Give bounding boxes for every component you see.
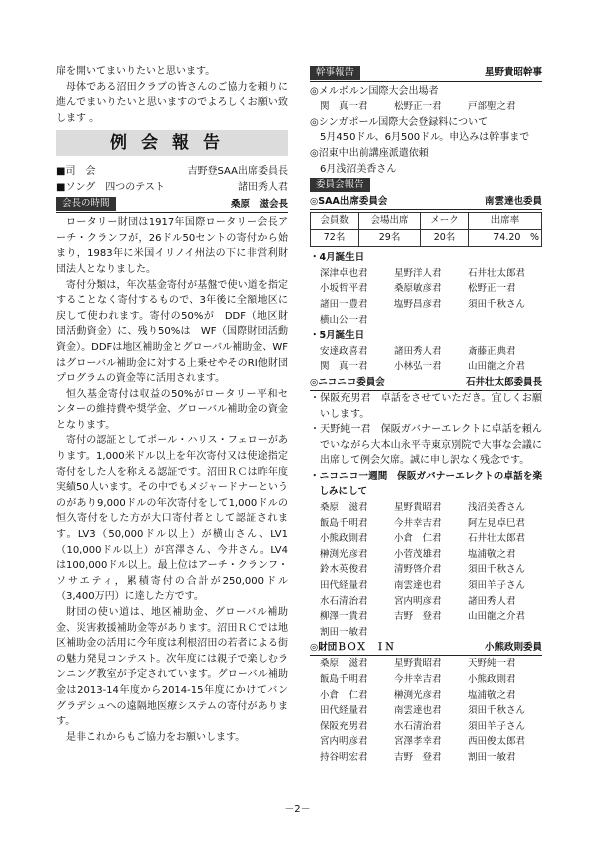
- table-cell: 29名: [359, 230, 421, 247]
- member-name: 山田龍之介君: [468, 361, 526, 373]
- president-tag: 会長の時間: [56, 197, 116, 211]
- member-name: 須田千秋さん: [468, 564, 526, 576]
- member-name: 小倉 仁君: [394, 533, 442, 545]
- member-name: 今井幸吉君: [394, 674, 442, 685]
- saa-header: [310, 194, 542, 210]
- nico-week-list: [310, 500, 542, 640]
- attendance-table: [310, 212, 542, 247]
- body-paragraph: ロータリー財団は1917年国際ロータリー会長アーチ・クランフが，26ドル50セントの寄付から始まり，1983年に米国イリノイ州法の下に非営利財団法人となりました。: [56, 217, 288, 275]
- member-name: 関 真一君: [320, 101, 368, 113]
- intro-line: 扉を開いてまいりたいと思います。: [56, 66, 216, 77]
- left-column: [56, 64, 288, 745]
- member-name: 飯島千明君: [320, 517, 368, 529]
- body-paragraph: 是非これからもご協力をお願いします。: [66, 731, 246, 743]
- table-header: メーク: [420, 213, 468, 230]
- box-title: ◎財団ＢＯＸ ＩＮ: [310, 642, 395, 654]
- page-number: －2－: [284, 804, 311, 815]
- committee-tag: 委員会報告: [310, 178, 370, 192]
- president-header: [56, 197, 288, 214]
- member-name: 小坂哲平君: [320, 283, 368, 295]
- member-name: 阿左見卓巳君: [468, 517, 526, 529]
- member-name: 石井壮太郎君: [468, 533, 526, 545]
- member-name: 吉野 登君: [394, 611, 442, 623]
- member-name: 戸部聖之君: [468, 101, 516, 113]
- member-name: 宮内明彦君: [320, 736, 368, 748]
- member-name: 清野啓介君: [394, 564, 442, 576]
- member-name: 星野貴昭君: [394, 502, 442, 514]
- secretary-name: 星野貴昭幹事: [484, 67, 542, 78]
- role-row: [56, 180, 288, 196]
- nico-name: 石井壮太郎委員長: [465, 376, 542, 388]
- member-name: 今井幸吉君: [394, 517, 442, 529]
- section-title: 例会報告: [56, 130, 288, 156]
- saa-title: ◎SAA出席委員会: [310, 196, 388, 208]
- intro-paragraph: 母体である沼田クラブの皆さんのご協力を頼りに進んでまいりたいと思いますのでよろしくお願い致します 。: [56, 81, 288, 124]
- body-paragraph: 財団の使い道は、地区補助金、グローバル補助金、災害救援補助金等があります。沼田ＲＣでは地区補助金の活用に今年度は利根沼田の若者による街の魅力発見コンテスト。次年度には親子で楽しむランニング教室が予定されています。グローバル補助金は2013-14年度から2014-15年度にかけてバングラデシュへの遠隔地医療システムの寄付があります。: [56, 607, 288, 728]
- member-name: 深津卓也君: [320, 267, 368, 279]
- member-name: 関 真一君: [320, 361, 368, 373]
- committee-header: [310, 178, 542, 192]
- member-name: 須田千秋さん: [468, 705, 526, 717]
- member-name: 割田一敏君: [320, 626, 368, 638]
- president-name: 桑原 滋会長: [230, 198, 288, 210]
- name-list: [310, 99, 542, 115]
- table-header-row: [311, 213, 542, 230]
- member-name: 須田羊子さん: [468, 720, 526, 732]
- member-name: 田代経量君: [320, 705, 368, 717]
- may-birthday-heading: ・5月誕生日: [310, 330, 365, 342]
- table-cell: 74.20 %: [469, 230, 542, 247]
- member-name: 割田一敏君: [468, 751, 516, 763]
- table-cell: 20名: [420, 230, 468, 247]
- body-paragraph: 恒久基金寄付は収益の50%がロータリー平和センターの維持費や奨学金、グローバル補助金の資金となります。: [56, 388, 288, 431]
- report-line: 5月450ドル、6月500ドル。申込みは幹事まで: [320, 132, 530, 144]
- report-line: ◎メルボルン国際大会出場者: [310, 85, 439, 97]
- nico-item: ・天野純一君 保阪ガバナーエレクトに卓話を頼んでいながら大本山永平寺東京別院で大事な会議に出席して例会欠席。誠に申し訳なく残念です。: [310, 424, 542, 467]
- report-line: ◎沼東中出前講座派遣依頼: [310, 147, 429, 159]
- member-name: 天野純一君: [468, 658, 516, 670]
- box-header: [310, 640, 542, 656]
- secretary-tag: 幹事報告: [310, 66, 360, 80]
- member-name: 小菅茂雄君: [394, 548, 442, 560]
- table-header: 会場出席: [359, 213, 421, 230]
- member-name: 柳澤一貴君: [320, 611, 368, 623]
- member-name: 山田龍之介君: [468, 611, 526, 623]
- nico-header: [310, 375, 542, 391]
- member-name: 松野正一君: [394, 101, 442, 113]
- table-header: 出席率: [469, 213, 542, 230]
- table-row: [311, 230, 542, 247]
- may-birthday-list: [310, 344, 542, 375]
- member-name: 鈴木英俊君: [320, 564, 368, 576]
- report-line: 6月浅沼美香さん: [320, 163, 397, 175]
- table-cell: 72名: [311, 230, 359, 247]
- member-name: 榊渕光彦君: [320, 548, 368, 560]
- member-name: 塩浦敬之君: [468, 548, 516, 560]
- member-name: 小林弘一君: [394, 361, 442, 373]
- secretary-header: [310, 65, 542, 82]
- nico-week-heading: ・ニコニコ一週間 保阪ガバナーエレクトの卓話を楽しみにして: [310, 470, 542, 498]
- member-name: 水石清治君: [320, 595, 368, 607]
- role-label: ■司 会: [56, 166, 96, 178]
- report-line: ◎シンガポール国際大会登録料について: [310, 116, 489, 128]
- role-value: 諸田秀人君: [238, 181, 288, 193]
- body-paragraph: 寄付分類は，年次基金寄付が基盤で使い道を指定することなく寄付するもので、3年後に全額地区に戻して使われます。寄付の50%が DDF（地区財団活動資金）に、残り50%は WF（国際財団活動資金）。DDFは地区補助金とグローバル補助金、WFはグローバル補助金に対する上乗せやそのRI他財団プログラムの資金等に活用されます。: [56, 279, 288, 385]
- member-name: 西田俊太郎君: [468, 736, 526, 748]
- member-name: 塩野昌彦君: [394, 298, 442, 310]
- member-name: 須田千秋さん: [468, 298, 526, 310]
- role-label: ■ソング 四つのテスト: [56, 181, 165, 193]
- box-name: 小熊政則委員: [484, 642, 542, 654]
- member-name: 宮澤孝幸君: [394, 736, 442, 748]
- april-birthday-heading: ・4月誕生日: [310, 252, 365, 264]
- member-name: 南雲達也君: [394, 580, 442, 592]
- nico-title: ◎ニコニコ委員会: [310, 376, 385, 388]
- member-name: 星野貴昭君: [394, 658, 442, 670]
- april-birthday-list: [310, 266, 542, 328]
- member-name: 諸田秀人君: [468, 595, 516, 607]
- member-name: 榊渕光彦君: [394, 689, 442, 701]
- member-name: 浅沼美香さん: [468, 502, 526, 514]
- table-header: 会員数: [311, 213, 359, 230]
- member-name: 吉野 登君: [394, 751, 442, 763]
- member-name: 諸田秀人君: [394, 345, 442, 357]
- member-name: 石井壮太郎君: [468, 267, 526, 279]
- member-name: 横山公一君: [320, 314, 368, 326]
- role-row: [56, 164, 288, 180]
- member-name: 宮内明彦君: [394, 595, 442, 607]
- body-paragraph: 寄付の認証としてポール・ハリス・フェローがあります。1,000米ドル以上を年次寄付又は使途指定寄付をした人を称える認証です。沼田ＲＣは昨年度実績50人います。その中でもメジャードナーというのがあり9,000ドルの年次寄付をして1,000ドルの恒久寄付をした方が大口寄付者として認証されます。LV3（50,000ドル以上）が横山さん、LV1（10,000ドル以上）が宮澤さん、今井さん。LV4は100,000ドル以上。最上位はアーチ・クランフ・ソサエティ，累積寄付の合計が250,000ドル（3,400万円）に達した方です。: [56, 435, 288, 603]
- member-name: 桑原 滋君: [320, 658, 368, 670]
- member-name: 小熊政則君: [320, 533, 368, 545]
- member-name: 持谷明宏君: [320, 751, 368, 763]
- saa-name: 南雲達也委員: [484, 196, 542, 208]
- role-value: 吉野登SAA出席委員長: [187, 166, 288, 178]
- member-name: 松野正一君: [468, 283, 516, 295]
- member-name: 星野洋人君: [394, 267, 442, 279]
- member-name: 保阪充男君: [320, 720, 368, 732]
- member-name: 桑原敏彦君: [394, 283, 442, 295]
- member-name: 小熊政則君: [468, 674, 516, 685]
- member-name: 小倉 仁君: [320, 689, 368, 701]
- nico-item: ・保阪充男君 卓話をさせていただき。宜しくお願いします。: [310, 392, 542, 420]
- member-name: 諸田一豊君: [320, 298, 368, 310]
- member-name: 南雲達也君: [394, 705, 442, 717]
- box-list: [310, 656, 542, 765]
- member-name: 桑原 滋君: [320, 502, 368, 514]
- right-column: [310, 64, 542, 766]
- member-name: 斎藤正典君: [468, 345, 516, 357]
- member-name: 塩浦敬之君: [468, 689, 516, 701]
- member-name: 須田羊子さん: [468, 580, 526, 592]
- member-name: 田代経量君: [320, 580, 368, 592]
- member-name: 水石清治君: [394, 720, 442, 732]
- member-name: 安達政喜君: [320, 345, 368, 357]
- member-name: 飯島千明君: [320, 674, 368, 685]
